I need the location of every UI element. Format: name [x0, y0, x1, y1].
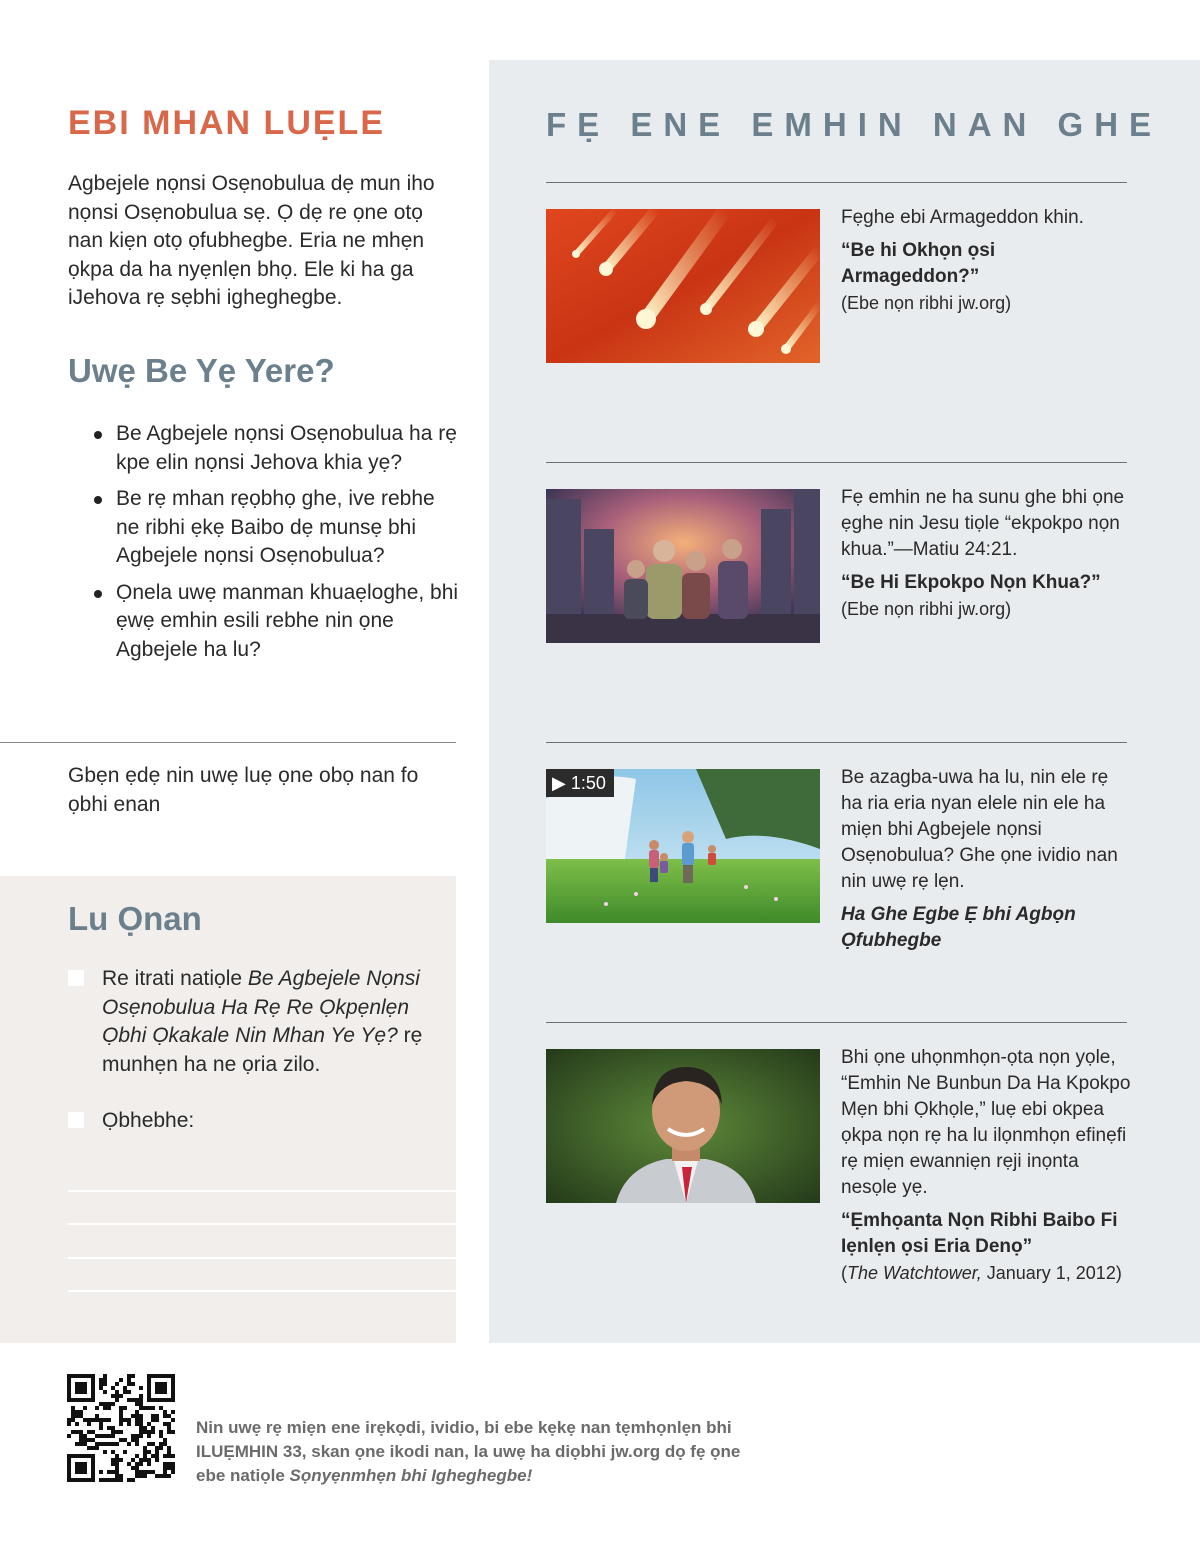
family-disaster-image[interactable]	[546, 489, 820, 643]
questions-list	[90, 420, 460, 672]
checklist-text: Ọbhebhe:	[102, 1109, 195, 1132]
man-portrait-image[interactable]	[546, 1049, 820, 1203]
questions-heading: Uwẹ Be Yẹ Yere?	[68, 352, 335, 389]
footer-text: Nin uwẹ rẹ miẹn ene irẹkọdi, ividio, bi ebe kẹkẹ nan tẹmhọnlẹn bhi ILUẸMHIN 33, skan ọne ikodi nan, la uwẹ ha diọbhi jw.org dọ fẹ ọne ebe natiọle Sọnyẹnmhẹn bhi Igheghegbe!	[196, 1418, 741, 1485]
entry-text	[841, 205, 1131, 316]
entry-text	[841, 765, 1131, 954]
checklist-text-end: rẹ munhẹn ha ne ọria zilo.	[102, 1024, 423, 1076]
divider	[0, 742, 456, 743]
article-source: (Ebe nọn ribhi jw.org)	[841, 599, 1012, 619]
question-item: Ọnela uwẹ manman khuaẹloghe, bhi ẹwẹ emhin esili rebhe nin ọne Agbejele ha lu?	[90, 579, 460, 665]
checklist	[68, 965, 428, 1164]
article-link[interactable]: “Be Hi Ekpokpo Nọn Khua?”	[841, 572, 1101, 593]
article-link[interactable]: “Be hi Okhọn ọsi Armageddon?”	[841, 240, 996, 287]
divider	[546, 462, 1127, 463]
writing-line[interactable]	[68, 1257, 456, 1259]
checklist-item	[68, 965, 428, 1079]
do-heading: Lu Ọnan	[68, 900, 202, 937]
question-item: Be Agbejele nọnsi Osẹnobulua ha rẹ kpe elin nọnsi Jehova khia yẹ?	[90, 420, 460, 477]
entry-text	[841, 485, 1131, 622]
divider	[546, 1022, 1127, 1023]
magazine-title: The Watchtower,	[847, 1263, 982, 1283]
checklist-item	[68, 1107, 428, 1136]
question-item: Be rẹ mhan rẹọbhọ ghe, ive rebhe ne ribhi ẹkẹ Baibo dẹ munsẹ bhi Agbejele nọnsi Osẹnobulua?	[90, 485, 460, 571]
checkbox[interactable]	[68, 970, 84, 986]
entry-text	[841, 1045, 1131, 1286]
explore-title: FẸ ENE EMHIN NAN GHE	[546, 106, 1163, 143]
writing-line[interactable]	[68, 1290, 456, 1292]
entry-description: Be azagba-uwa ha lu, nin ele rẹ ha ria eria nyan elele nin ele ha miẹn bhi Agbejele nọnsi Osẹnobulua? Ghe ọne ividio nan nin uwẹ rẹ lẹn.	[841, 767, 1118, 892]
entry-description: Fẹghe ebi Armageddon khin.	[841, 207, 1084, 228]
divider	[546, 182, 1127, 183]
publication-title: Be Agbejele Nọnsi Osẹnobulua Ha Rẹ Re Ọkpẹnlẹn Ọbhi Ọkakale Nin Mhan Ye Yẹ?	[102, 967, 420, 1047]
paradise-video-image[interactable]	[546, 769, 820, 923]
entry-description: Fẹ emhin ne ha sunu ghe bhi ọne ẹghe nin Jesu tiọle “ekpokpo nọn khua.”—Matiu 24:21.	[841, 487, 1125, 560]
video-link[interactable]: Ha Ghe Egbe Ẹ bhi Agbọn Ọfubhegbe	[841, 904, 1076, 951]
article-source: (The Watchtower, January 1, 2012)	[841, 1263, 1122, 1283]
article-link[interactable]: “Ẹmhọanta Nọn Ribhi Baibo Fi Iẹnlẹn ọsi Eria Denọ”	[841, 1210, 1118, 1257]
qr-code[interactable]	[67, 1374, 175, 1482]
checkbox[interactable]	[68, 1112, 84, 1128]
article-source: (Ebe nọn ribhi jw.org)	[841, 293, 1012, 313]
divider	[546, 742, 1127, 743]
play-icon: ▶	[552, 773, 566, 793]
intro-paragraph: Agbejele nọnsi Osẹnobulua dẹ mun iho nọnsi Osẹnobulua sẹ. Ọ dẹ re ọne otọ nan kiẹn otọ ọfubhegbe. Eria ne mhẹn ọkpa da ha nyẹnlẹn bhọ. Ele ki ha ga iJehova rẹ sẹbhi igheghegbe.	[68, 172, 435, 309]
checklist-text: Re itrati natiọle	[102, 967, 248, 990]
meteors-image[interactable]	[546, 209, 820, 363]
writing-line[interactable]	[68, 1190, 456, 1192]
video-duration-badge: ▶ 1:50	[546, 769, 614, 797]
section-title: EBI MHAN LUẸLE	[68, 104, 385, 142]
writing-line[interactable]	[68, 1223, 456, 1225]
date-note: Gbẹn ẹdẹ nin uwẹ luẹ ọne obọ nan fo ọbhi enan	[68, 764, 419, 816]
publication-title: Sọnyẹnmhẹn bhi Igheghegbe!	[289, 1466, 533, 1485]
entry-description: Bhi ọne uhọnmhọn-ọta nọn yọle, “Emhin Ne Bunbun Da Ha Kpokpo Mẹn bhi Ọkhọle,” luẹ ebi okpea ọkpa nọn rẹ ha lu ilọnmhọn efinẹfi rẹ miẹn ewanniẹn rẹji inọnta nesọle yẹ.	[841, 1047, 1131, 1198]
